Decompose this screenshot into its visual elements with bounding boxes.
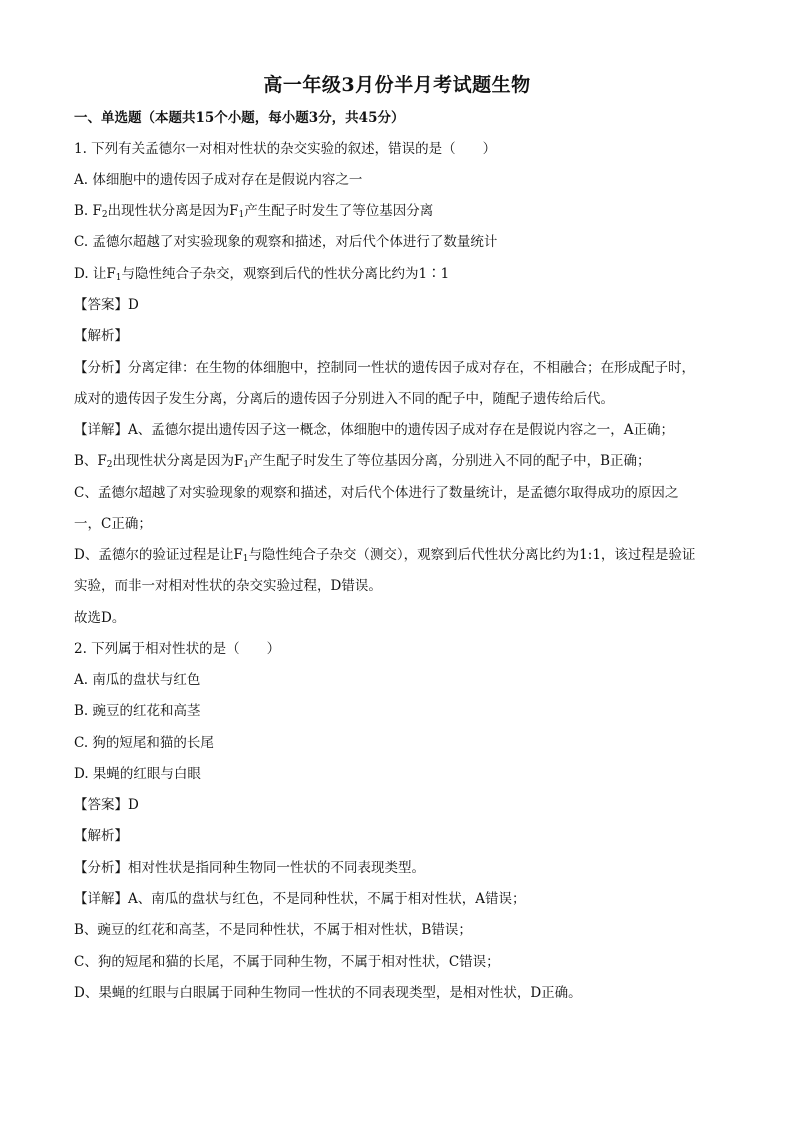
q1-option-c: C. 孟德尔超越了对实验现象的观察和描述，对后代个体进行了数量统计 [74, 234, 498, 250]
q1-answer: 【答案】D [74, 297, 139, 313]
document-title: 高一年级3月份半月考试题生物 [263, 74, 531, 96]
q1-option-a: A. 体细胞中的遗传因子成对存在是假说内容之一 [74, 172, 363, 188]
q2-detail-line-3: C、狗的短尾和猫的长尾，不属于同种生物，不属于相对性状，C错误； [74, 954, 500, 970]
q1-option-d: D. 让$F_1$与隐性纯合子杂交，观察到后代的性状分离比约为1∶1 [74, 266, 450, 283]
q1-detail-line-1: 【详解】A、孟德尔提出遗传因子这一概念，体细胞中的遗传因子成对存在是假说内容之一，A正确； [74, 422, 674, 438]
q1-stem: 1. 下列有关孟德尔一对相对性状的杂交实验的叙述，错误的是（ ） [74, 141, 497, 157]
q1-detail-line-3: C、孟德尔超越了对实验现象的观察和描述，对后代个体进行了数量统计，是孟德尔取得成功的原因之 [74, 485, 679, 501]
q1-analysis-line-1: 【分析】分离定律：在生物的体细胞中，控制同一性状的遗传因子成对存在，不相融合；在形成配子时， [74, 360, 695, 376]
q2-detail-line-2: B、豌豆的红花和高茎，不是同种性状，不属于相对性状，B错误； [74, 922, 472, 938]
q2-option-b: B. 豌豆的红花和高茎 [74, 703, 201, 719]
q1-detail-line-4: 一，C正确； [74, 516, 152, 532]
q1-detail-line-6: 实验，而非一对相对性状的杂交实验过程，D错误。 [74, 578, 382, 594]
section-heading: 一、单选题（本题共15个小题，每小题3分，共45分） [74, 110, 405, 126]
q2-stem: 2. 下列属于相对性状的是（ ） [74, 641, 281, 657]
q1-detail-line-5: D、孟德尔的验证过程是让$F_1$与隐性纯合子杂交（测交），观察到后代性状分离比约为1:1，该过程是验证 [74, 547, 696, 564]
q1-analysis-label: 【解析】 [74, 328, 128, 344]
q2-analysis-line: 【分析】相对性状是指同种生物同一性状的不同表现类型。 [74, 860, 425, 876]
q2-option-a: A. 南瓜的盘状与红色 [74, 672, 201, 688]
q2-analysis-label: 【解析】 [74, 828, 128, 844]
q2-detail-line-1: 【详解】A、南瓜的盘状与红色，不是同种性状，不属于相对性状，A错误； [74, 891, 526, 907]
q2-option-d: D. 果蝇的红眼与白眼 [74, 766, 201, 782]
q1-detail-line-2: B、$F_2$出现性状分离是因为$F_1$产生配子时发生了等位基因分离，分别进入不同的配子中，B正确； [74, 453, 651, 470]
q1-analysis-line-2: 成对的遗传因子发生分离，分离后的遗传因子分别进入不同的配子中，随配子遗传给后代。 [74, 391, 614, 407]
q2-option-c: C. 狗的短尾和猫的长尾 [74, 735, 214, 751]
q1-option-b: B. $F_2$出现性状分离是因为$F_1$产生配子时发生了等位基因分离 [74, 203, 434, 220]
q2-answer: 【答案】D [74, 797, 139, 813]
q1-conclusion: 故选D。 [74, 610, 126, 626]
q2-detail-line-4: D、果蝇的红眼与白眼属于同种生物同一性状的不同表现类型，是相对性状，D正确。 [74, 985, 582, 1001]
